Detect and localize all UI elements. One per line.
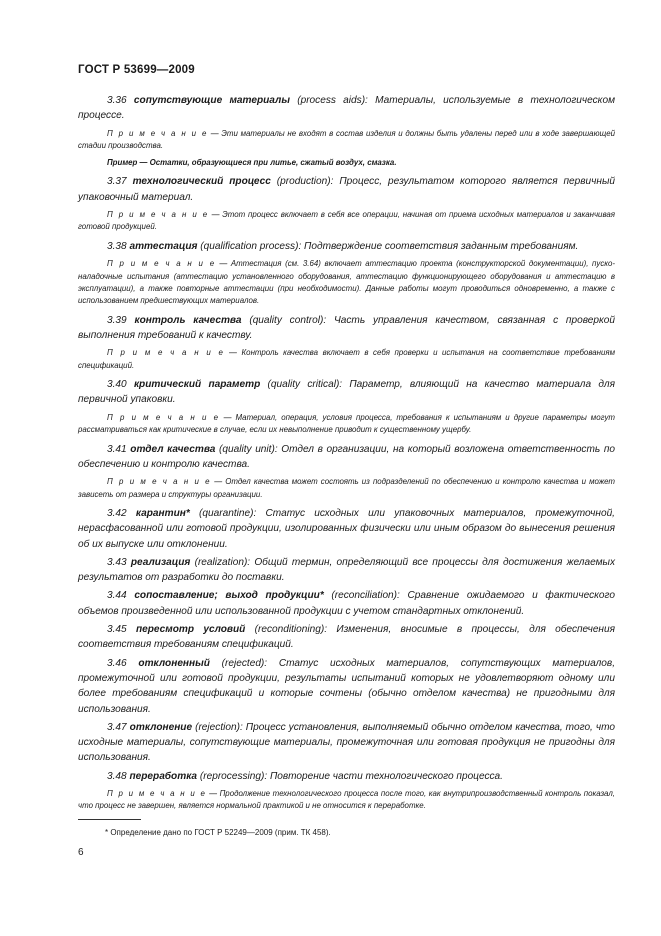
note-label: П р и м е ч а н и е <box>107 477 212 487</box>
term-note <box>78 209 615 234</box>
term-entry <box>78 377 615 408</box>
term-entry <box>78 174 615 205</box>
term-note <box>78 788 615 813</box>
term-entry <box>78 622 615 653</box>
term-name: карантин* <box>135 507 190 519</box>
term-note <box>78 476 615 501</box>
page-header: ГОСТ Р 53699—2009 <box>78 64 195 76</box>
note-label: П р и м е ч а н и е <box>107 412 220 422</box>
term-definition: (quality control): Часть управления качеством, связанная с проверкой выполнения требований к качеству. <box>78 314 615 342</box>
term-number: 3.39 <box>107 314 127 326</box>
term-definition: (rejection): Процесс установления, выполняемый обычно отделом качества, того, что исходные материалы, сопутствующие материалы, промежуточная или готовая продукция не пригодны для использования. <box>78 721 615 764</box>
term-number: 3.37 <box>107 176 127 188</box>
term-note <box>78 412 615 437</box>
term-name: технологический процесс <box>132 176 271 188</box>
term-name: реализация <box>130 556 191 568</box>
term-note <box>78 347 615 372</box>
term-entry <box>78 442 615 473</box>
note-text: — Отдел качества может состоять из подразделений по обеспечению и контролю качества и может зависеть от размера и структуры организации. <box>78 477 615 499</box>
note-text: — Эти материалы не входят в состав изделия и должны быть удалены перед или в ходе завершающей стадии производства. <box>78 128 616 150</box>
term-note <box>78 128 615 153</box>
term-name: контроль качества <box>134 314 242 326</box>
term-number: 3.40 <box>107 379 127 391</box>
term-name: пересмотр условий <box>135 624 246 636</box>
term-name: сопутствующие материалы <box>133 95 290 106</box>
term-definition: (reconciliation): Сравнение ожидаемого и фактического объемов произведенной или использованной продукции с учетом стандартных отклонений. <box>78 590 615 617</box>
term-number: 3.41 <box>107 443 127 455</box>
term-number: 3.48 <box>107 770 127 782</box>
note-label: П р и м е ч а н и е <box>107 210 209 219</box>
term-entry <box>78 239 615 254</box>
term-number: 3.38 <box>107 240 127 252</box>
term-entry <box>78 506 615 552</box>
term-definition: (rejected): Статус исходных материалов, сопутствующих материалов, промежуточной или готовой продукции, результаты испытаний которых не удовлетворяют одному или более требованиям спецификаций и которые сочтены (обычно отделом качества) не пригодными для использования. <box>78 657 615 715</box>
note-label: П р и м е ч а н и е <box>107 128 209 138</box>
term-definition: (quality critical): Параметр, влияющий на качество материала для первичной упаковки. <box>78 379 615 406</box>
term-entry <box>78 656 615 717</box>
term-definition: (realization): Общий термин, определяющий все процессы для достижения желаемых результатов от разработки до поставки. <box>78 556 615 584</box>
note-text: — Аттестация (см. 3.64) включает аттестацию проекта (конструкторской документации), пуско-наладочные испытания (аттестацию установленного оборудования, аттестацию функционирующего оборудования и аттестацию в эксплуатации), а также повторные аттестации (при необходимости). Данные работы могут проводиться одновременно, а также с использованием предшествующих материалов. <box>78 259 615 306</box>
term-name: отклонение <box>129 721 193 733</box>
term-entry <box>78 555 615 586</box>
term-name: отдел качества <box>130 443 216 455</box>
note-text: — Продолжение технологического процесса после того, как внутрипроизводственный контроль показал, что процесс не завершен, является нормальной практикой и не относится к переработке. <box>78 789 615 811</box>
term-name: критический параметр <box>133 379 261 391</box>
term-example: Пример — Остатки, образующиеся при литье, сжатый воздух, смазка. <box>107 158 397 168</box>
note-label: П р и м е ч а н и е <box>107 789 207 798</box>
term-name: переработка <box>129 770 198 782</box>
term-definition: (reconditioning): Изменения, вносимые в процессы, для обеспечения соответствия требованиям спецификаций. <box>78 624 615 651</box>
note-label: П р и м е ч а н и е <box>107 259 216 269</box>
term-number: 3.44 <box>107 590 127 602</box>
term-definition: (quarantine): Статус исходных или упаковочных материалов, промежуточной, нерасфасованной или готовой продукции, изолированных физически или иным образом до вынесения решения об их выпуске или отклонении. <box>78 507 615 550</box>
term-number: 3.45 <box>107 624 127 636</box>
term-entry <box>78 93 615 124</box>
note-text: — Материал, операция, условия процесса, требования к испытаниям и другие параметры могут рассматриваться как критические в случае, если их невыполнение приводит к существенному ущербу. <box>78 412 615 435</box>
term-number: 3.47 <box>107 721 127 733</box>
term-number: 3.46 <box>107 657 127 669</box>
term-number: 3.36 <box>107 95 127 106</box>
note-label: П р и м е ч а н и е <box>107 348 225 358</box>
term-definition: (reprocessing): Повторение части технологического процесса. <box>197 770 503 782</box>
term-entry <box>78 588 615 619</box>
document-body <box>78 93 615 818</box>
term-name: сопоставление; выход продукции* <box>134 590 324 602</box>
term-number: 3.43 <box>107 556 127 568</box>
term-entry <box>78 720 615 766</box>
term-entry <box>78 313 615 344</box>
term-note <box>78 258 615 308</box>
term-definition: (qualification process): Подтверждение соответствия заданным требованиям. <box>197 240 579 252</box>
page-number: 6 <box>78 847 84 858</box>
term-definition: (process aids): Материалы, используемые в технологическом процессе. <box>78 95 615 122</box>
footnote: * Определение дано по ГОСТ Р 52249—2009 (прим. ТК 458). <box>105 828 331 837</box>
term-number: 3.42 <box>107 507 127 519</box>
term-definition: (production): Процесс, результатом которого является первичный упаковочный материал. <box>78 176 615 203</box>
term-definition: (quality unit): Отдел в организации, на который возложена ответственность по обеспечению и контролю качества. <box>78 443 615 470</box>
term-name: отклоненный <box>138 657 210 669</box>
note-text: — Контроль качества включает в себя проверки и испытания на соответствие требованиям спецификаций. <box>78 348 616 370</box>
term-name: аттестация <box>129 240 198 252</box>
footnote-separator <box>78 819 141 820</box>
note-text: — Этот процесс включает в себя все операции, начиная от приема исходных материалов и заканчивая готовой продукцией. <box>78 210 615 232</box>
term-entry <box>78 769 615 784</box>
